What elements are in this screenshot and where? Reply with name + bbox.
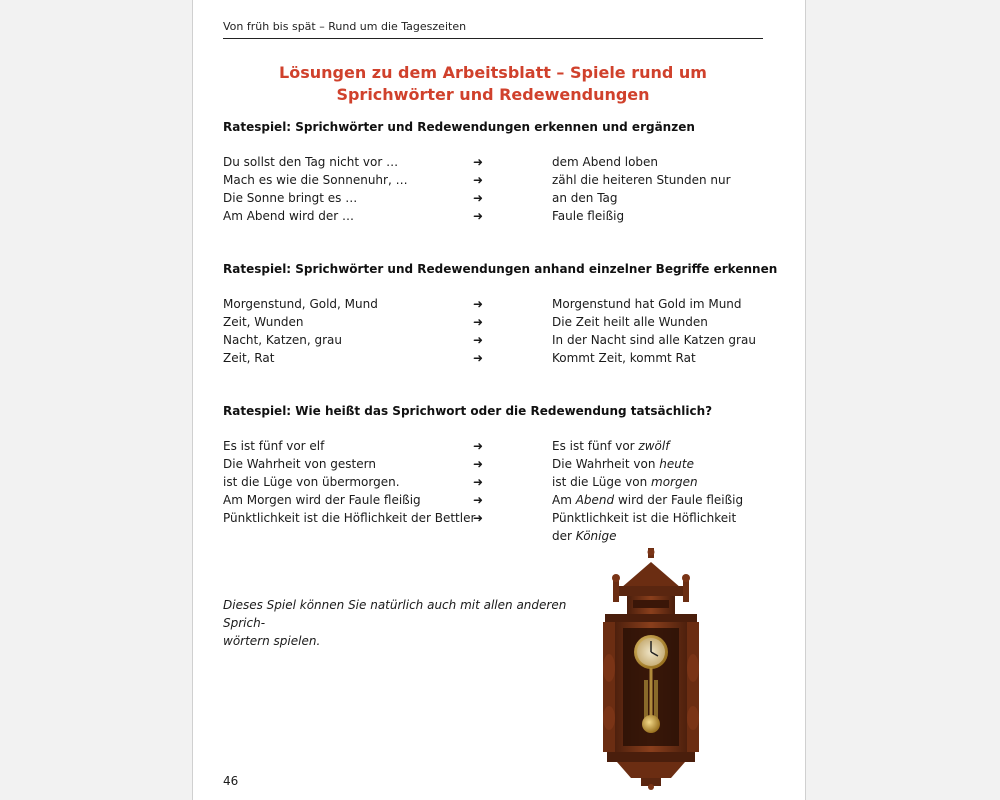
prompt-text: Die Sonne bringt es … (223, 191, 358, 205)
pendulum-wall-clock-icon (597, 548, 705, 790)
prompt-text: ist die Lüge von übermorgen. (223, 475, 400, 489)
answer-row (223, 437, 763, 455)
solution-text: dem Abend loben (552, 155, 659, 169)
solution-text: Faule fleißig (552, 209, 625, 223)
prompt-text: Die Wahrheit von gestern (223, 457, 376, 471)
solution-text: zähl die heiteren Stunden nur (552, 173, 731, 187)
prompt-text: Es ist fünf vor elf (223, 439, 325, 453)
section-heading-2: Ratespiel: Sprichwörter und Redewendungen anhand einzelner Begriffe erkennen (223, 262, 778, 276)
prompt-text: Zeit, Wunden (223, 315, 304, 329)
document-page (193, 0, 805, 800)
answer-row (223, 207, 763, 225)
solution-text: In der Nacht sind alle Katzen grau (552, 333, 756, 347)
solution-text: Die Zeit heilt alle Wunden (552, 315, 708, 329)
page-title-line-2: Sprichwörter und Redewendungen (336, 85, 650, 104)
section-heading-3: Ratespiel: Wie heißt das Sprichwort oder die Redewendung tatsächlich? (223, 404, 713, 418)
header-divider (223, 38, 763, 39)
solution-text: ist die Lüge von morgen (552, 475, 698, 489)
running-header: Von früh bis spät – Rund um die Tageszeiten (223, 20, 467, 33)
page-title-line-1: Lösungen zu dem Arbeitsblatt – Spiele rund um (279, 63, 707, 82)
closing-note (223, 596, 573, 650)
solution-text: Es ist fünf vor zwölf (552, 439, 670, 453)
solution-text: der Könige (552, 529, 617, 543)
prompt-text: Pünktlichkeit ist die Höflichkeit der Bettler (223, 511, 476, 525)
answer-row (223, 331, 763, 349)
prompt-text: Nacht, Katzen, grau (223, 333, 343, 347)
solution-text: an den Tag (552, 191, 618, 205)
prompt-text: Am Abend wird der … (223, 209, 355, 223)
answer-row (223, 171, 763, 189)
closing-note-line-2: wörtern spielen. (223, 634, 321, 648)
solution-text: Pünktlichkeit ist die Höflichkeit (552, 511, 737, 525)
arrow-right-icon: ➜ (473, 315, 484, 329)
answer-row (223, 491, 763, 509)
solution-text: Die Wahrheit von heute (552, 457, 694, 471)
arrow-right-icon: ➜ (473, 297, 484, 311)
solution-text: Morgenstund hat Gold im Mund (552, 297, 742, 311)
arrow-right-icon: ➜ (473, 457, 484, 471)
answer-row-continuation (223, 527, 763, 545)
arrow-right-icon: ➜ (473, 511, 484, 525)
page-number: 46 (223, 774, 239, 788)
arrow-right-icon: ➜ (473, 475, 484, 489)
arrow-right-icon: ➜ (473, 439, 484, 453)
arrow-right-icon: ➜ (473, 191, 484, 205)
prompt-text: Zeit, Rat (223, 351, 275, 365)
closing-note-line-1: Dieses Spiel können Sie natürlich auch mit allen anderen Sprich- (223, 598, 567, 630)
page-title (223, 62, 763, 106)
answer-row (223, 509, 763, 527)
answer-row (223, 473, 763, 491)
solution-text: Kommt Zeit, kommt Rat (552, 351, 696, 365)
prompt-text: Am Morgen wird der Faule fleißig (223, 493, 421, 507)
arrow-right-icon: ➜ (473, 351, 484, 365)
answer-row (223, 153, 763, 171)
arrow-right-icon: ➜ (473, 493, 484, 507)
answer-row (223, 349, 763, 367)
arrow-right-icon: ➜ (473, 333, 484, 347)
answer-row (223, 189, 763, 207)
answer-row (223, 455, 763, 473)
arrow-right-icon: ➜ (473, 173, 484, 187)
prompt-text: Morgenstund, Gold, Mund (223, 297, 378, 311)
section-heading-1: Ratespiel: Sprichwörter und Redewendungen erkennen und ergänzen (223, 120, 695, 134)
solution-text: Am Abend wird der Faule fleißig (552, 493, 744, 507)
answer-row (223, 313, 763, 331)
answer-row (223, 295, 763, 313)
prompt-text: Mach es wie die Sonnenuhr, … (223, 173, 408, 187)
prompt-text: Du sollst den Tag nicht vor … (223, 155, 399, 169)
arrow-right-icon: ➜ (473, 209, 484, 223)
arrow-right-icon: ➜ (473, 155, 484, 169)
